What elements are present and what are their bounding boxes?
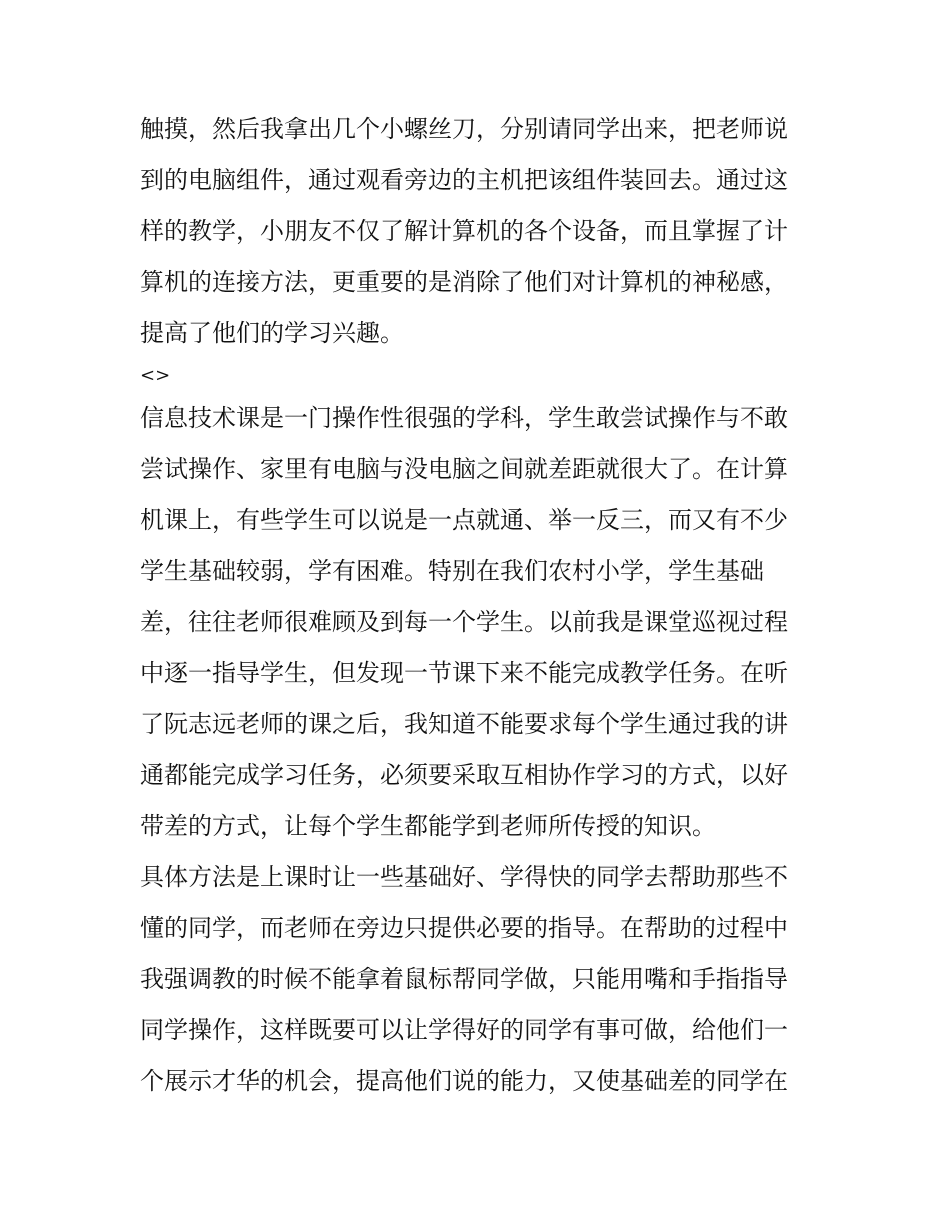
text-line: 样的教学，小朋友不仅了解计算机的各个设备，而且掌握了计 [140, 217, 788, 245]
text-line: 触摸，然后我拿出几个小螺丝刀，分别请同学出来，把老师说 [140, 115, 788, 143]
text-line: 懂的同学，而老师在旁边只提供必要的指导。在帮助的过程中 [140, 914, 788, 942]
text-line: 通都能完成学习任务，必须要采取互相协作学习的方式，以好 [140, 761, 788, 789]
paragraph-3 [140, 852, 820, 1107]
document-body [140, 104, 820, 1107]
text-line: 提高了他们的学习兴趣。 [140, 319, 404, 347]
section-marker: <> [140, 365, 171, 386]
paragraph-2 [140, 393, 820, 852]
text-line: 具体方法是上课时让一些基础好、学得快的同学去帮助那些不 [140, 863, 788, 891]
text-line: 到的电脑组件，通过观看旁边的主机把该组件装回去。通过这 [140, 166, 788, 194]
text-line: 尝试操作、家里有电脑与没电脑之间就差距就很大了。在计算 [140, 455, 788, 483]
text-line: 同学操作，这样既要可以让学得好的同学有事可做，给他们一 [140, 1016, 788, 1044]
paragraph-1 [140, 104, 820, 359]
text-line: 学生基础较弱，学有困难。特别在我们农村小学，学生基础 [140, 557, 764, 585]
text-line: 个展示才华的机会，提高他们说的能力，又使基础差的同学在 [140, 1067, 788, 1095]
text-line: 算机的连接方法，更重要的是消除了他们对计算机的神秘感， [140, 268, 788, 296]
text-line: 机课上，有些学生可以说是一点就通、举一反三，而又有不少 [140, 506, 788, 534]
text-line: 差，往往老师很难顾及到每一个学生。以前我是课堂巡视过程 [140, 608, 788, 636]
text-line: 带差的方式，让每个学生都能学到老师所传授的知识。 [140, 812, 716, 840]
text-line: 了阮志远老师的课之后，我知道不能要求每个学生通过我的讲 [140, 710, 788, 738]
text-line: 信息技术课是一门操作性很强的学科，学生敢尝试操作与不敢 [140, 404, 788, 432]
text-line: 中逐一指导学生，但发现一节课下来不能完成教学任务。在听 [140, 659, 788, 687]
text-line: 我强调教的时候不能拿着鼠标帮同学做，只能用嘴和手指指导 [140, 965, 788, 993]
